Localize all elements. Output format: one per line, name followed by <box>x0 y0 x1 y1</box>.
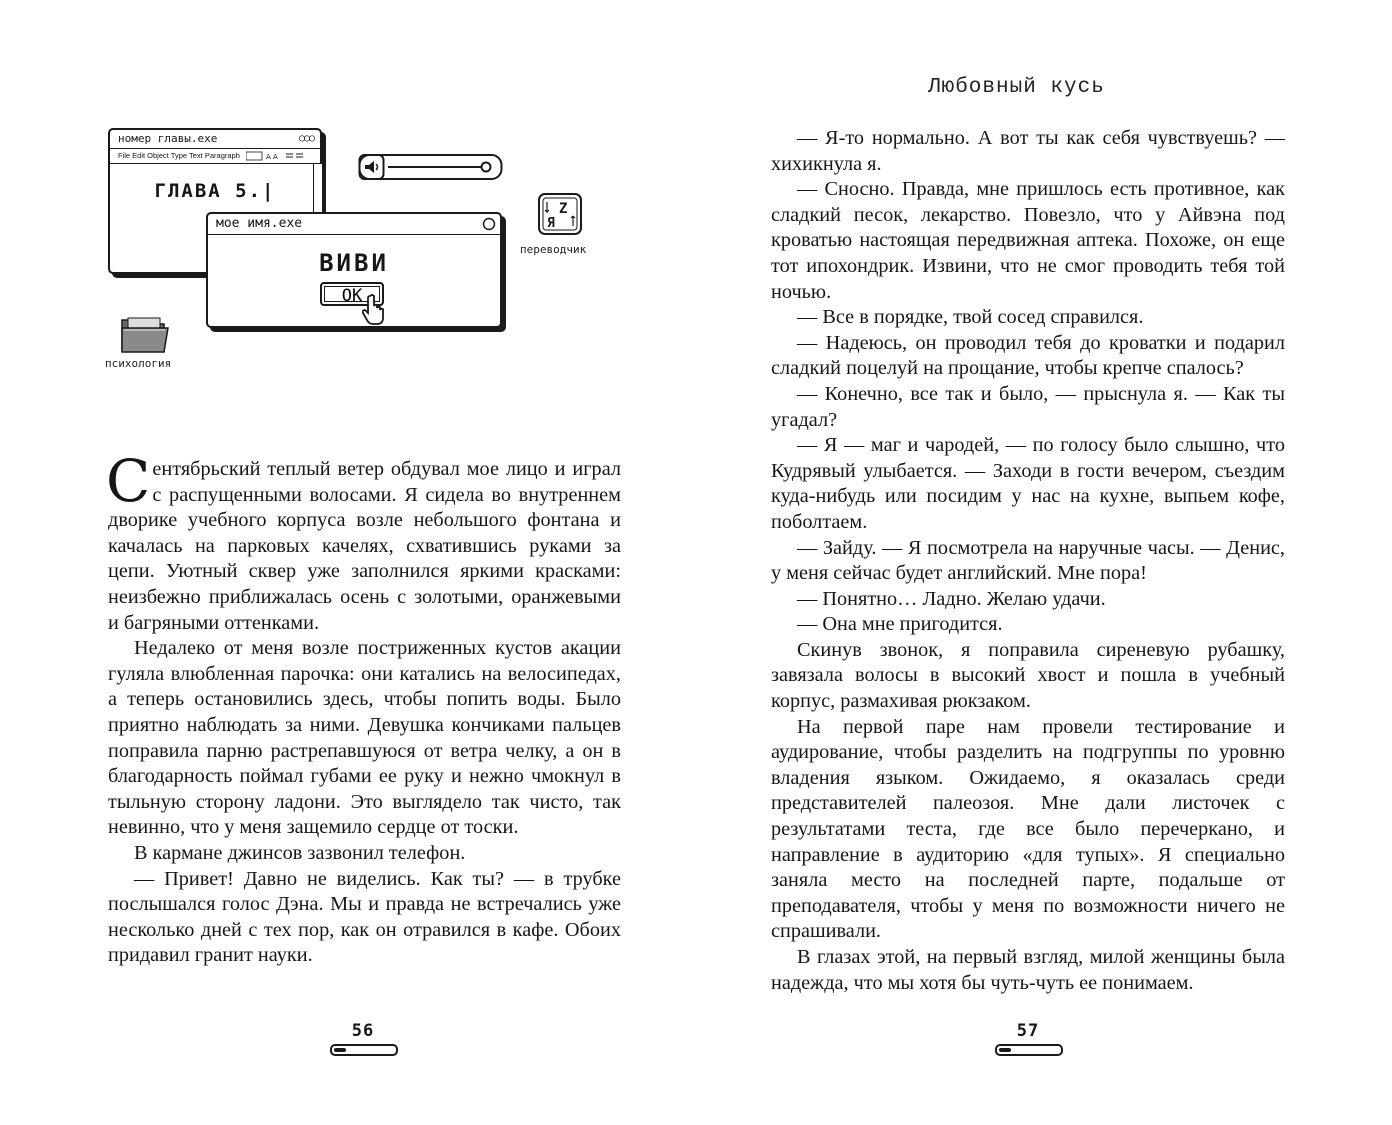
right-body-text <box>771 126 1285 996</box>
paragraph: — Все в порядке, твой сосед справился. <box>797 306 1144 329</box>
folder-label: психология <box>105 357 172 370</box>
svg-text:A A: A A <box>265 153 278 162</box>
folder-icon-graphic <box>120 312 172 354</box>
paragraph: — Конечно, все так и было, — прыснула я. — Как ты угадал? <box>771 382 1285 431</box>
page-progress-bar-left <box>330 1044 398 1056</box>
paragraph: — Я-то нормально. А вот ты как себя чувствуешь? — хихикнула я. <box>771 127 1285 175</box>
paragraph: — Сносно. Правда, мне пришлось есть противное, как сладкий песок, лекарство. Повезло, что у Айвэна под кроватью настоящая передвижная аптека. Похоже, он еще тот ипохондрик. Извини, что не смог проводить тебя той ночью. <box>771 178 1285 303</box>
menu-bar <box>110 149 320 164</box>
name-window-titlebar[interactable] <box>208 214 500 235</box>
paragraph: — Надеюсь, он проводил тебя до кроватки и подарил сладкий поцелуй на прощание, чтобы крепче спалось? <box>771 331 1285 380</box>
translator-icon[interactable] <box>537 192 583 236</box>
page-number-left: 56 <box>351 1021 375 1041</box>
page-progress-fill <box>999 1048 1011 1052</box>
name-window-title: мое имя.exe <box>216 216 303 231</box>
drop-cap: С <box>106 447 151 515</box>
paragraph: — Она мне пригодится. <box>797 613 1003 636</box>
paragraph-text: ентябрьский теплый ветер обдувал мое лицо и играл с распущенными волосами. Я сидела во внутреннем дворике учебного корпуса возле небольшого фонтана и качалась на парковых качелях, схватившись руками за цепи. Уютный сквер уже заполнился яркими красками: неизбежно приближалась осень с золотыми, оранжевыми и багряными оттенками. <box>108 458 621 634</box>
close-circle-icon[interactable] <box>482 217 496 231</box>
window-controls-icon[interactable]: ○○○ <box>298 133 314 144</box>
speaker-icon <box>364 160 380 174</box>
paragraph <box>106 447 621 636</box>
volume-slider[interactable] <box>358 152 504 182</box>
page-progress-fill <box>334 1048 346 1052</box>
menu-bar-items[interactable]: File Edit Object Type Text Paragraph <box>118 151 240 160</box>
translator-label: переводчик <box>520 243 587 256</box>
paragraph: — Я — маг и чародей, — по голосу было слышно, что Кудрявый улыбается. — Заходи в гости вечером, съездим куда-нибудь или посидим у нас на кухне, выпьем кофе, поболтаем. <box>771 434 1285 533</box>
paragraph: Недалеко от меня возле постриженных кустов акации гуляла влюбленная парочка: они катались на велосипедах, а теперь остановились здесь, чтобы попить воды. Было приятно наблюдать за ними. Девушка кончиками пальцев поправила парню растрепавшуюся от ветра челку, а он в благодарность поймал губами ее руку и нежно чмокнул в тыльную сторону ладони. Это выглядело так чисто, так невинно, что у меня защемило сердце от тоски. <box>108 637 621 839</box>
left-body-text <box>106 447 621 969</box>
name-heading: ВИВИ <box>319 249 389 277</box>
hand-cursor-icon <box>362 294 388 326</box>
running-head: Любовный кусь <box>928 76 1105 99</box>
folder-icon[interactable] <box>120 312 172 354</box>
paragraph: В кармане джинсов зазвонил телефон. <box>134 841 466 864</box>
menu-toolbar-icons <box>246 151 306 161</box>
name-window <box>206 212 502 328</box>
paragraph: На первой паре нам провели тестирование и аудирование, чтобы разделить на подгруппы по уровню владения языком. Ожидаемо, я оказалась среди представителей палеозоя. Мне дали листочек с результатами теста, где все было перечеркано, и направление в аудиторию «для тупых». Я специально заняла место на последней парте, подальше от преподавателя, чтобы у меня по возможности ничего не спрашивали. <box>771 715 1285 943</box>
page-progress-bar-right <box>995 1044 1063 1056</box>
svg-text:Z: Z <box>559 201 568 217</box>
page-number-right: 57 <box>1016 1021 1040 1041</box>
chapter-window-titlebar[interactable] <box>110 130 320 149</box>
svg-text:Я: Я <box>547 216 555 231</box>
paragraph: — Привет! Давно не виделись. Как ты? — в трубке послышался голос Дэна. Мы и правда не встречались уже несколько дней с тех пор, как он отравился в кафе. Обоих придавил гранит науки. <box>108 867 621 967</box>
chapter-window-title: номер главы.exe <box>118 132 218 145</box>
ok-button[interactable]: OK <box>320 282 384 306</box>
paragraph: — Зайду. — Я посмотрела на наручные часы. — Денис, у меня сейчас будет английский. Мне пора! <box>771 536 1285 585</box>
paragraph: В глазах этой, на первый взгляд, милой женщины была надежда, что мы хотя бы чуть-чуть ее понимаем. <box>771 946 1285 994</box>
translator-icon-graphic <box>537 192 583 236</box>
paragraph: — Понятно… Ладно. Желаю удачи. <box>797 587 1106 610</box>
paragraph: Скинув звонок, я поправила сиреневую рубашку, завязала волосы в высокий хвост и пошла в учебный корпус, размахивая рюкзаком. <box>771 638 1285 713</box>
chapter-heading: ГЛАВА 5.| <box>154 180 276 202</box>
